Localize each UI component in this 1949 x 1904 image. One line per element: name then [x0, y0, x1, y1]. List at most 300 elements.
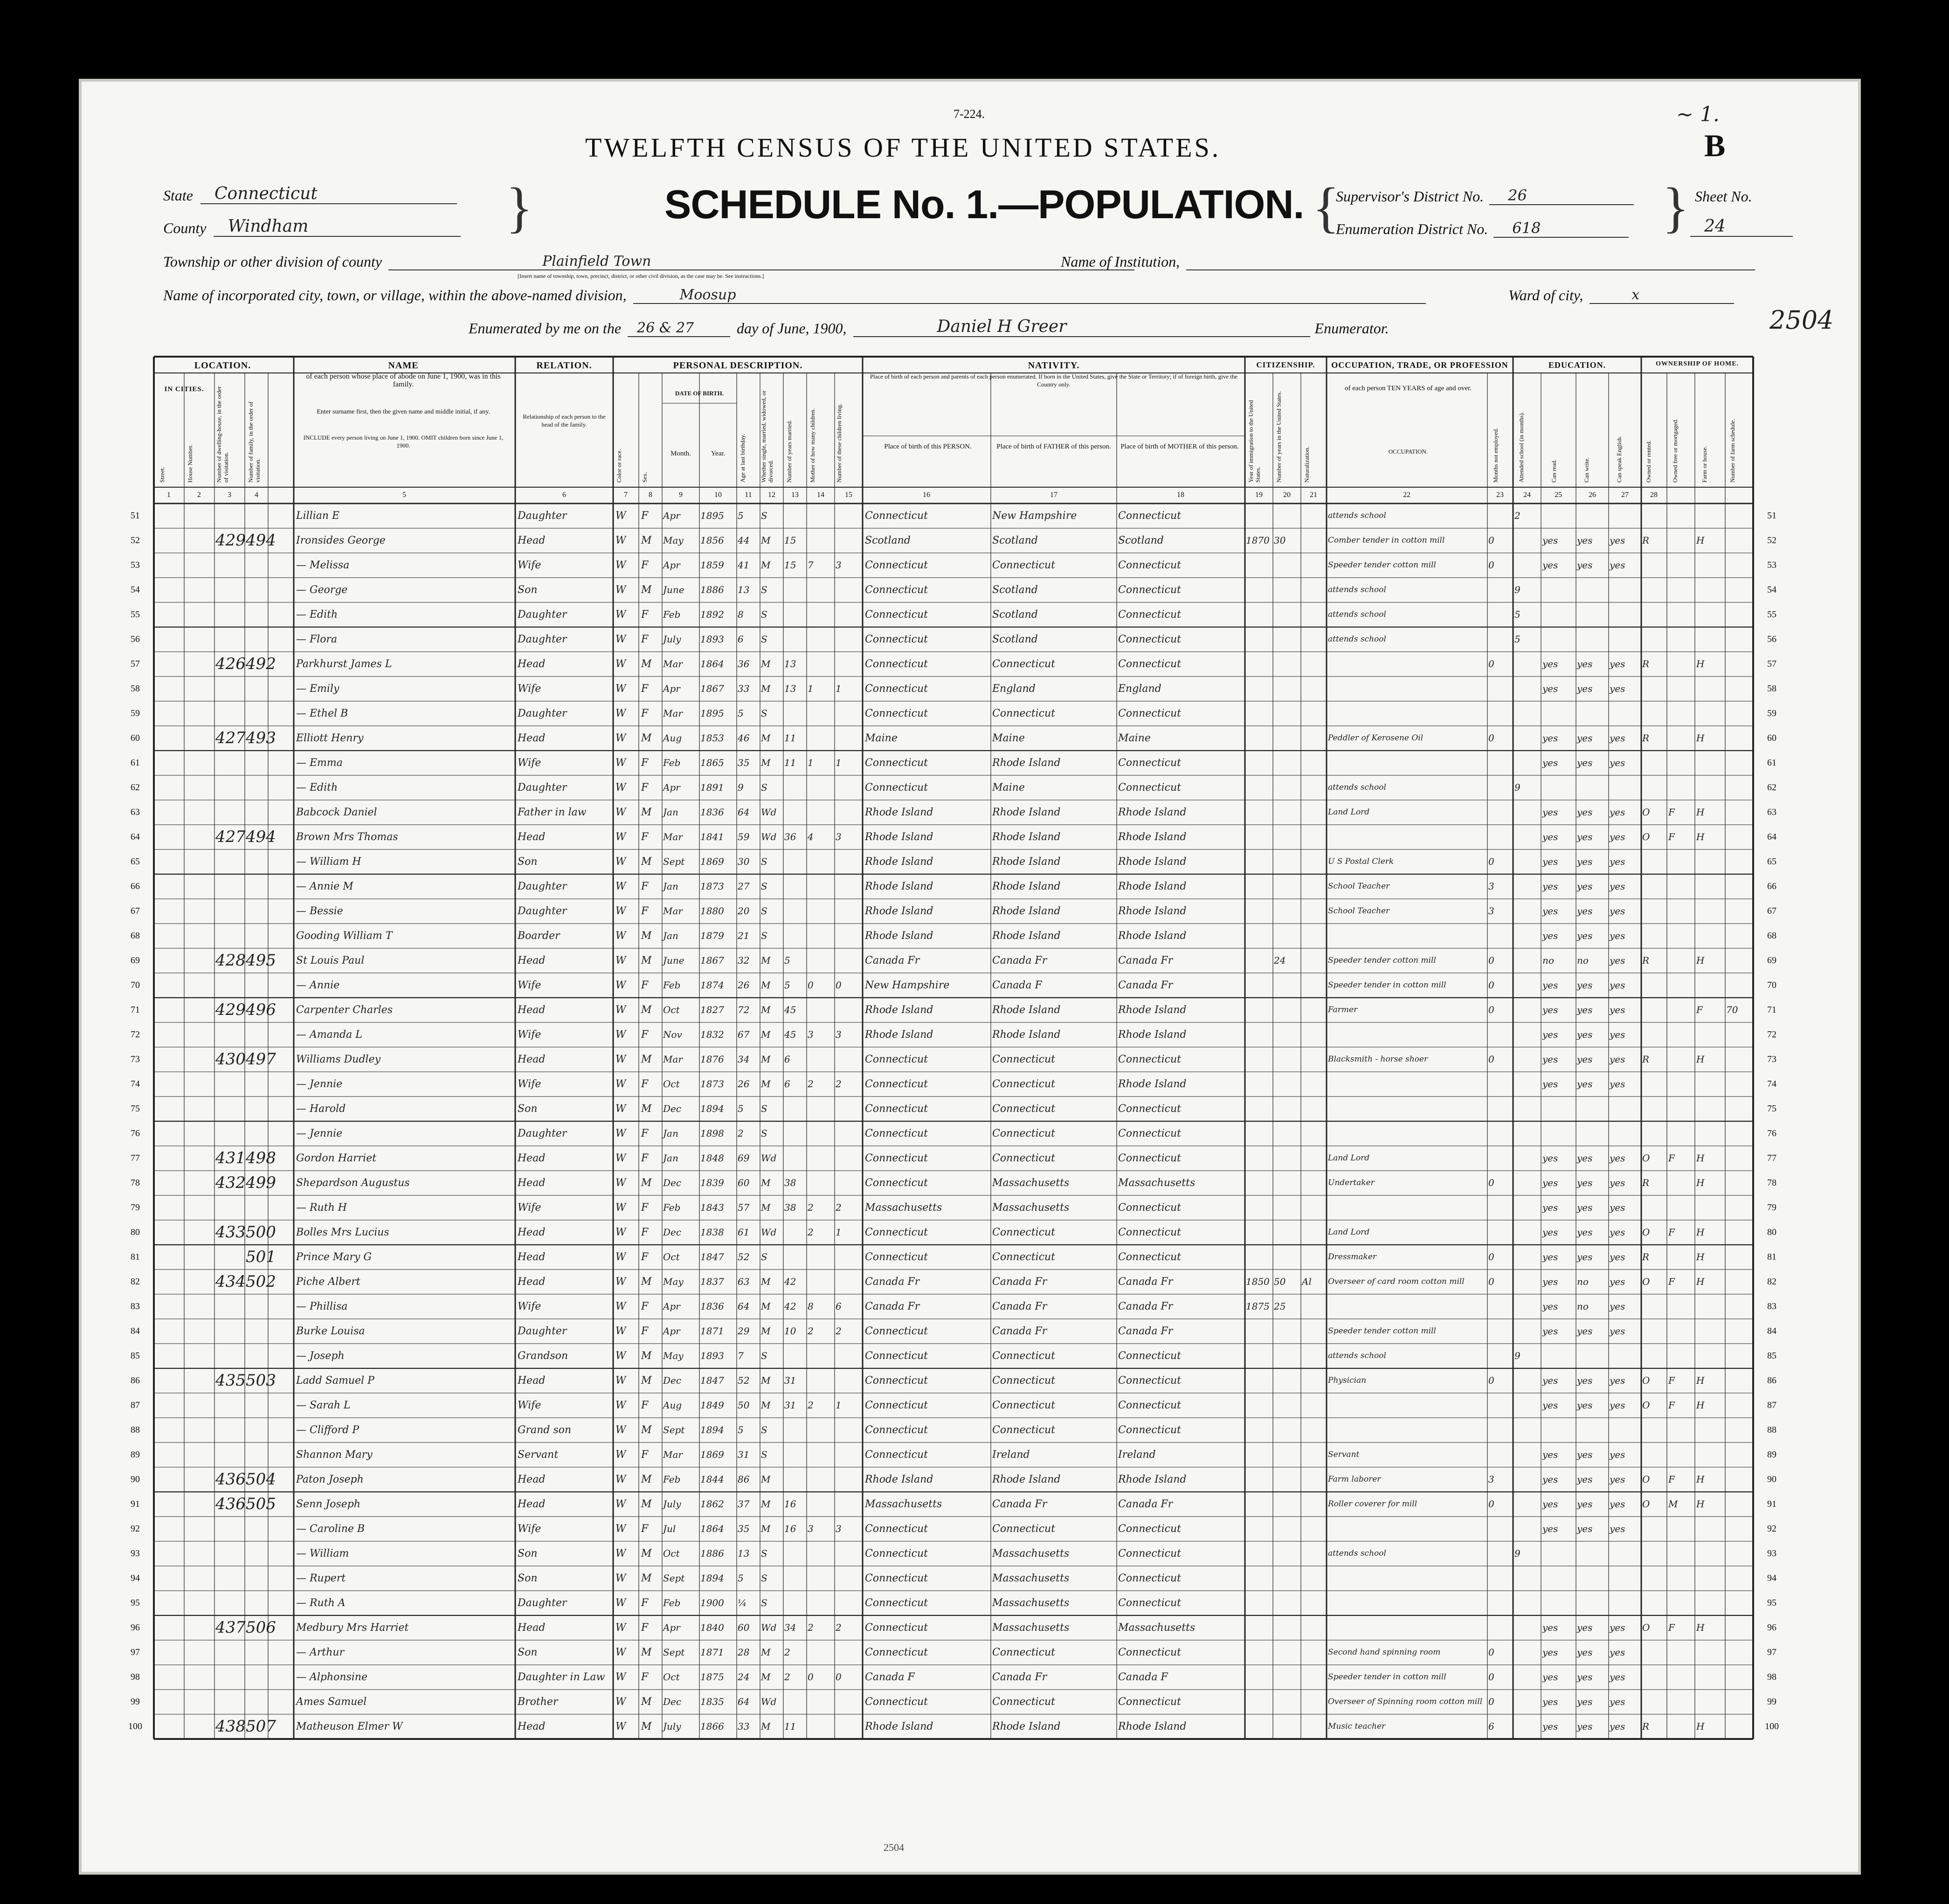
- sheet-no-value: 24: [1690, 217, 1793, 237]
- cell-mtg: F: [1668, 1152, 1675, 1164]
- cell-occ: Speeder tender cotton mill: [1328, 956, 1436, 965]
- cell-own: [1642, 1517, 1666, 1541]
- cell-name: — Ruth A: [296, 1597, 346, 1609]
- cell-own: R: [1642, 658, 1650, 669]
- cell-ym: 36: [784, 831, 796, 842]
- cell-fs: [1726, 1368, 1752, 1393]
- cell-fam: [246, 627, 268, 652]
- line-number-left: 51: [131, 510, 140, 521]
- cell-occ: [1328, 701, 1486, 726]
- cell-own: [1642, 849, 1666, 874]
- cell-fam: [246, 1294, 268, 1319]
- cell-pob: Rhode Island: [865, 905, 933, 917]
- col-age: Age at last birthday.: [739, 434, 746, 483]
- cell-mon: Jan: [663, 1128, 678, 1139]
- cell-yr: 1859: [700, 559, 724, 571]
- cell-mon: Jan: [663, 930, 678, 941]
- cell-col: W: [615, 535, 626, 546]
- cell-lv: 2: [836, 1325, 842, 1337]
- cell-fs: [1726, 1195, 1752, 1220]
- cell-name: Elliott Henry: [296, 732, 364, 744]
- cell-occ: [1328, 1097, 1486, 1121]
- cell-rel: Father in law: [518, 807, 587, 818]
- cell-fpob: Ireland: [992, 1449, 1030, 1461]
- cell-mon: Feb: [663, 757, 681, 768]
- line-number-right: 98: [1767, 1672, 1776, 1682]
- cell-sch: [1514, 1615, 1541, 1640]
- cell-col: W: [615, 1029, 626, 1041]
- cell-fam: [246, 849, 268, 874]
- cell-sex: F: [641, 831, 649, 843]
- cell-ym: 6: [784, 1078, 790, 1090]
- cell-col: W: [615, 1400, 626, 1411]
- cell-sch: [1514, 528, 1541, 553]
- cell-yus: [1274, 652, 1300, 676]
- cell-occ: Physician: [1328, 1376, 1367, 1385]
- cell-col: W: [615, 1251, 626, 1263]
- cell-fpob: Rhode Island: [992, 856, 1061, 868]
- line-number-right: 89: [1767, 1449, 1776, 1460]
- cell-dw: 431: [215, 1149, 246, 1167]
- cell-mo: [808, 1442, 834, 1467]
- cell-mar: S: [761, 1573, 767, 1584]
- line-number-left: 69: [131, 955, 140, 966]
- cell-sch: [1514, 874, 1541, 899]
- cell-mar: M: [761, 1029, 771, 1040]
- cell-age: 32: [738, 955, 750, 966]
- cell-age: 5: [738, 1103, 744, 1114]
- cell-mon: Jan: [663, 1152, 678, 1164]
- cell-imm: [1246, 1146, 1272, 1171]
- institution-value-line: [1186, 255, 1755, 270]
- cell-dw: [215, 1690, 244, 1714]
- cell-rd: yes: [1542, 1449, 1558, 1460]
- ward-field: [1508, 287, 1734, 304]
- table-row: [131, 1171, 1776, 1195]
- line-number-right: 53: [1767, 560, 1776, 570]
- cell-pob: Connecticut: [865, 1375, 928, 1387]
- cell-occ: attends school: [1328, 585, 1386, 594]
- cell-mtg: [1668, 1344, 1694, 1368]
- cell-pob: Connecticut: [865, 1325, 928, 1337]
- cell-yus: [1274, 924, 1300, 948]
- cell-mon: Aug: [663, 1400, 682, 1411]
- line-number-left: 72: [131, 1029, 140, 1040]
- cell-yr: 1894: [700, 1103, 724, 1114]
- column-number: 26: [1589, 491, 1596, 499]
- cell-mar: S: [761, 609, 767, 620]
- cell-name: — Jennie: [296, 1128, 343, 1139]
- cell-fs: [1726, 578, 1752, 602]
- cell-mtg: F: [1668, 1375, 1675, 1386]
- cell-age: 69: [738, 1152, 750, 1164]
- cell-mpob: Connecticut: [1118, 584, 1181, 596]
- cell-mon: Oct: [663, 1548, 680, 1559]
- cell-age: 5: [738, 1573, 744, 1584]
- cell-rel: Head: [518, 1375, 546, 1387]
- cell-nat: [1302, 528, 1326, 553]
- cell-fpob: Canada F: [992, 980, 1042, 991]
- cell-fam: [246, 1566, 268, 1591]
- table-row: [131, 1467, 1776, 1492]
- cell-lv: 1: [836, 683, 842, 694]
- line-number-left: 81: [131, 1252, 140, 1262]
- cell-sch: [1514, 998, 1541, 1022]
- cell-fs: [1726, 1442, 1752, 1467]
- cell-frm: [1696, 1022, 1724, 1047]
- line-number-left: 77: [131, 1153, 140, 1163]
- line-number-left: 57: [131, 659, 140, 669]
- cell-fam: [246, 1418, 268, 1442]
- enumerated-label: Enumerated by me on the: [469, 320, 622, 337]
- cell-yus: [1274, 1615, 1300, 1640]
- cell-nat: [1302, 1517, 1326, 1541]
- line-number-right: 51: [1767, 510, 1776, 521]
- table-row: [131, 504, 1776, 528]
- county-label: County: [163, 220, 207, 236]
- cell-mon: Dec: [663, 1103, 682, 1114]
- column-number: 1: [167, 491, 171, 499]
- cell-own: R: [1642, 1721, 1650, 1732]
- cell-pob: Canada F: [865, 1671, 915, 1683]
- cell-fs: [1726, 775, 1752, 800]
- cell-lv: [836, 1146, 862, 1171]
- cell-age: 44: [738, 535, 750, 546]
- cell-yr: 1841: [700, 831, 724, 842]
- cell-col: W: [615, 634, 626, 645]
- cell-un: [1488, 775, 1513, 800]
- cell-frm: H: [1696, 1251, 1705, 1262]
- cell-en: yes: [1610, 1498, 1625, 1510]
- cell-frm: [1696, 701, 1724, 726]
- cell-own: R: [1642, 535, 1650, 546]
- cell-mtg: [1668, 751, 1694, 775]
- cell-ym: [784, 1418, 806, 1442]
- cell-dw: [215, 1665, 244, 1690]
- cell-rel: Head: [518, 955, 546, 966]
- cell-lv: 3: [836, 1523, 842, 1534]
- cell-sex: M: [641, 1177, 652, 1189]
- cell-fam: [246, 578, 268, 602]
- cell-frm: [1696, 1195, 1724, 1220]
- cell-fpob: Connecticut: [992, 1696, 1055, 1708]
- table-row: [131, 1418, 1776, 1442]
- cell-own: [1642, 1121, 1666, 1146]
- cell-wr: [1577, 775, 1608, 800]
- cell-wr: [1577, 602, 1608, 627]
- cell-rd: yes: [1542, 1721, 1558, 1732]
- cell-fpob: Connecticut: [992, 1128, 1055, 1139]
- cell-mo: 3: [808, 1523, 814, 1534]
- cell-mpob: Canada Fr: [1118, 1276, 1173, 1288]
- cell-lv: [836, 1640, 862, 1665]
- cell-ym: 16: [784, 1498, 796, 1510]
- cell-un: 0: [1488, 559, 1494, 571]
- cell-frm: H: [1696, 1375, 1705, 1386]
- cell-name: Williams Dudley: [296, 1054, 381, 1065]
- cell-age: 7: [738, 1350, 744, 1361]
- line-number-left: 64: [131, 832, 140, 842]
- cell-mpob: Ireland: [1118, 1449, 1156, 1461]
- cell-yr: 1886: [700, 584, 724, 595]
- col-free-mortgaged: Owned free or mortgaged.: [1672, 418, 1679, 483]
- cell-mpob: Connecticut: [1118, 1251, 1181, 1263]
- line-number-left: 53: [131, 560, 140, 570]
- cell-mar: S: [761, 1350, 767, 1361]
- cell-yr: 1836: [700, 1301, 724, 1312]
- line-number-left: 92: [131, 1524, 140, 1534]
- cell-age: 52: [738, 1375, 750, 1386]
- cell-yus: [1274, 504, 1300, 528]
- line-number-right: 71: [1767, 1005, 1776, 1015]
- cell-imm: [1246, 1097, 1272, 1121]
- township-note: [Insert name of township, town, precinct, district, or other civil division, as the case may be. See instructions.]: [518, 273, 764, 279]
- cell-own: [1642, 1541, 1666, 1566]
- cell-en: [1610, 504, 1640, 528]
- cell-rel: Daughter: [518, 1325, 567, 1337]
- cell-age: 33: [738, 683, 750, 694]
- cell-age: 2: [738, 1128, 744, 1139]
- cell-mtg: [1668, 948, 1694, 973]
- cell-mo: [808, 1047, 834, 1072]
- cell-frm: [1696, 602, 1724, 627]
- cell-own: [1642, 602, 1666, 627]
- cell-pob: Connecticut: [865, 708, 928, 719]
- cell-mtg: [1668, 1640, 1694, 1665]
- cell-nat: [1302, 1294, 1326, 1319]
- cell-mtg: [1668, 1418, 1694, 1442]
- line-number-right: 67: [1767, 906, 1776, 916]
- cell-dw: [215, 751, 244, 775]
- cell-mpob: Connecticut: [1118, 1054, 1181, 1065]
- cell-imm: [1246, 1492, 1272, 1517]
- cell-en: [1610, 1566, 1640, 1591]
- cell-rel: Head: [518, 1177, 546, 1189]
- col-immigration: Year of immigration to the United States.: [1247, 400, 1261, 483]
- cell-fs: [1726, 1517, 1752, 1541]
- cell-col: W: [615, 584, 626, 596]
- line-number-left: 63: [131, 807, 140, 817]
- cell-pob: Massachusetts: [865, 1202, 942, 1214]
- cell-pob: Connecticut: [865, 782, 928, 793]
- cell-nat: [1302, 1368, 1326, 1393]
- cell-fs: [1726, 701, 1752, 726]
- cell-imm: [1246, 627, 1272, 652]
- cell-sex: F: [641, 1227, 649, 1238]
- cell-yr: 1880: [700, 905, 724, 917]
- cell-yus: [1274, 1492, 1300, 1517]
- cell-mon: Feb: [663, 609, 681, 620]
- table-row: [131, 1269, 1776, 1294]
- line-number-right: 76: [1767, 1128, 1776, 1138]
- cell-yus: [1274, 553, 1300, 578]
- cell-mtg: [1668, 1442, 1694, 1467]
- cell-sex: F: [641, 1523, 649, 1535]
- cell-yr: 1862: [700, 1498, 724, 1510]
- cell-mtg: F: [1668, 1474, 1675, 1485]
- cell-fam: 502: [246, 1272, 276, 1291]
- cell-ym: [784, 775, 806, 800]
- cell-sex: F: [641, 1029, 649, 1041]
- cell-frm: [1696, 1121, 1724, 1146]
- cell-age: 52: [738, 1251, 750, 1262]
- cell-rel: Daughter in Law: [518, 1671, 605, 1683]
- cell-mar: M: [761, 1177, 771, 1188]
- cell-mo: [808, 1492, 834, 1517]
- cell-mar: S: [761, 708, 767, 719]
- column-number: 19: [1255, 491, 1263, 499]
- cell-yus: [1274, 1220, 1300, 1245]
- cell-mar: M: [761, 1474, 771, 1485]
- cell-fs: [1726, 1665, 1752, 1690]
- cell-sch: [1514, 1566, 1541, 1591]
- cell-nat: [1302, 1690, 1326, 1714]
- cell-yus: [1274, 1393, 1300, 1418]
- line-number-right: 61: [1767, 758, 1776, 768]
- cell-sch: [1514, 1319, 1541, 1344]
- cell-mon: Apr: [663, 683, 680, 694]
- cell-un: 3: [1488, 1474, 1494, 1485]
- cell-en: yes: [1610, 881, 1625, 892]
- cell-mon: May: [663, 1276, 684, 1287]
- cell-nat: [1302, 1714, 1326, 1739]
- cell-un: [1488, 1344, 1513, 1368]
- cell-yus: [1274, 701, 1300, 726]
- table-row: [131, 825, 1776, 849]
- cell-yr: 1856: [700, 535, 724, 546]
- cell-own: O: [1642, 1400, 1650, 1411]
- cell-fpob: Massachusetts: [992, 1177, 1070, 1189]
- cell-wr: [1577, 1418, 1608, 1442]
- cell-col: W: [615, 1498, 626, 1510]
- cell-yus: 30: [1274, 535, 1286, 546]
- cell-pob: Rhode Island: [865, 856, 933, 868]
- cell-mpob: Connecticut: [1118, 1548, 1181, 1559]
- cell-fpob: Canada Fr: [992, 955, 1047, 966]
- cell-sch: [1514, 1492, 1541, 1517]
- cell-nat: [1302, 1665, 1326, 1690]
- line-number-right: 86: [1767, 1375, 1776, 1386]
- cell-frm: [1696, 899, 1724, 924]
- cell-rd: yes: [1542, 807, 1558, 818]
- cell-yr: 1898: [700, 1128, 724, 1139]
- line-number-left: 71: [131, 1005, 140, 1015]
- cell-sex: M: [641, 658, 652, 670]
- cell-col: W: [615, 1301, 626, 1312]
- cell-sex: M: [641, 1721, 652, 1732]
- cell-sex: F: [641, 1301, 649, 1312]
- cell-mar: M: [761, 658, 771, 669]
- cell-age: 59: [738, 831, 750, 842]
- cell-rel: Daughter: [518, 609, 567, 621]
- cell-mo: 2: [808, 1227, 814, 1238]
- cell-name: Lillian E: [296, 510, 340, 522]
- cell-yr: 1874: [700, 980, 724, 991]
- cell-dw: [215, 553, 244, 578]
- cell-age: 21: [738, 930, 750, 941]
- cell-ym: [784, 1097, 806, 1121]
- cell-sex: M: [641, 1498, 652, 1510]
- table-row: [131, 849, 1776, 874]
- cell-imm: [1246, 1245, 1272, 1269]
- cell-mpob: Rhode Island: [1118, 1474, 1187, 1485]
- cell-mtg: [1668, 602, 1694, 627]
- cell-mo: [808, 1541, 834, 1566]
- cell-sex: F: [641, 634, 649, 645]
- cell-mpob: Canada Fr: [1118, 1325, 1173, 1337]
- cell-mon: Oct: [663, 1671, 680, 1683]
- cell-sex: F: [641, 1622, 649, 1634]
- cell-sch: [1514, 825, 1541, 849]
- cell-name: — Flora: [296, 634, 338, 645]
- cell-frm: [1696, 676, 1724, 701]
- cell-fam: 494: [246, 828, 276, 846]
- cell-un: 0: [1488, 1251, 1494, 1262]
- cell-own: [1642, 1690, 1666, 1714]
- cell-sch: [1514, 1097, 1541, 1121]
- cell-rel: Wife: [518, 559, 541, 571]
- cell-fs: [1726, 899, 1752, 924]
- cell-yr: 1873: [700, 881, 724, 892]
- cell-name: Senn Joseph: [296, 1498, 361, 1510]
- line-number-right: 93: [1767, 1548, 1776, 1559]
- cell-age: 50: [738, 1400, 750, 1411]
- cell-en: yes: [1610, 1301, 1625, 1312]
- table-row: [131, 1591, 1776, 1615]
- cell-dw: [215, 1121, 244, 1146]
- cell-nat: [1302, 1047, 1326, 1072]
- cell-fam: 499: [246, 1173, 276, 1192]
- cell-wr: yes: [1577, 1227, 1593, 1238]
- cell-un: [1488, 701, 1513, 726]
- cell-own: [1642, 1195, 1666, 1220]
- line-number-right: 99: [1767, 1697, 1776, 1707]
- cell-nat: [1302, 1393, 1326, 1418]
- cell-dw: 433: [215, 1223, 246, 1242]
- cell-yr: 1869: [700, 1449, 724, 1460]
- cell-wr: yes: [1577, 1498, 1593, 1510]
- cell-lv: [836, 504, 862, 528]
- column-number: 4: [255, 491, 258, 499]
- cell-name: — Caroline B: [296, 1523, 365, 1535]
- cell-rel: Wife: [518, 757, 541, 769]
- cell-wr: [1577, 1121, 1608, 1146]
- line-number-left: 94: [131, 1573, 140, 1583]
- col-attended-school: Attended school (in months).: [1518, 412, 1525, 483]
- cell-mon: Sept: [663, 1424, 685, 1435]
- cell-en: yes: [1610, 1671, 1625, 1683]
- cell-mo: 4: [808, 831, 814, 842]
- cell-mtg: [1668, 1294, 1694, 1319]
- cell-ym: 45: [784, 1004, 796, 1015]
- table-row: [131, 924, 1776, 948]
- cell-occ: Undertaker: [1328, 1178, 1375, 1187]
- institution-field: [1061, 253, 1755, 270]
- cell-mar: Wd: [761, 1152, 777, 1164]
- census-sheet: [82, 82, 1858, 1872]
- cell-en: yes: [1610, 559, 1625, 571]
- enumerated-month: day of June, 1900,: [737, 320, 847, 337]
- cell-sch: 9: [1514, 1548, 1520, 1559]
- cell-yus: [1274, 1591, 1300, 1615]
- cell-mo: [808, 800, 834, 825]
- cell-name: — Edith: [296, 609, 338, 621]
- line-number-right: 88: [1767, 1425, 1776, 1435]
- cell-fpob: Connecticut: [992, 708, 1055, 719]
- cell-mon: Apr: [663, 782, 680, 793]
- cell-mar: S: [761, 881, 767, 892]
- table-row: [131, 1195, 1776, 1220]
